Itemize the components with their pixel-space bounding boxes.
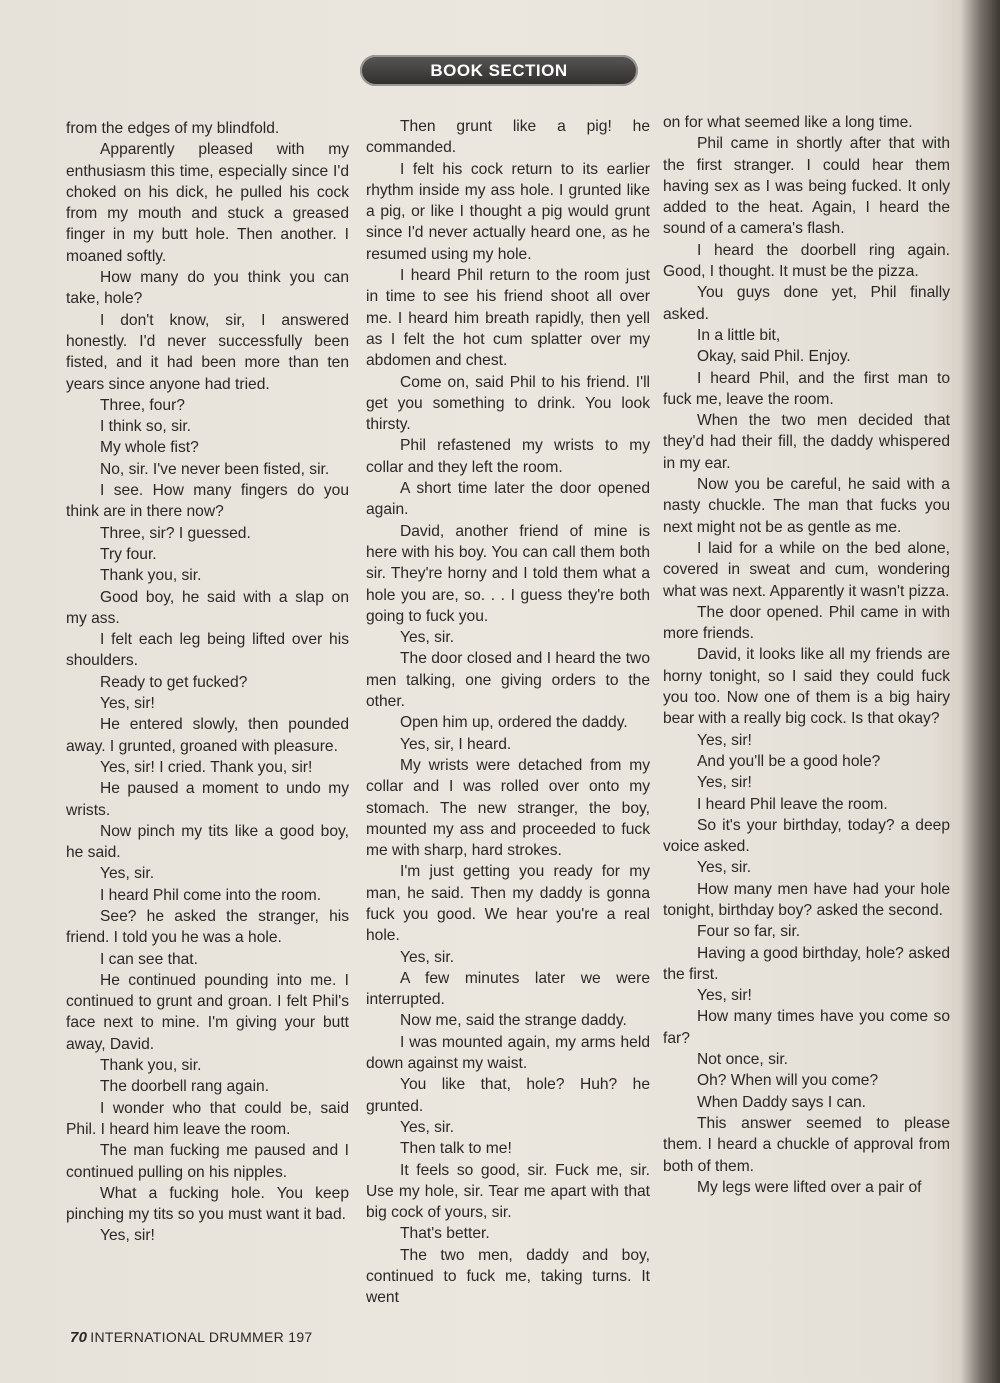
paragraph: Four so far, sir.: [697, 923, 801, 941]
paragraph: Come on, said Phil to his friend. I'll get you something to drink. You look thirsty.: [366, 373, 650, 434]
paragraph: Then talk to me!: [400, 1140, 512, 1158]
paragraph: David, it looks like all my friends are horny tonight, so I said they could fuck you too. Now one of them is a big hairy bear with a really big cock. Is that okay?: [663, 646, 950, 728]
paragraph: I felt his cock return to its earlier rhythm inside my ass hole. I grunted like a pig, or like I thought a pig would grunt since I'd never actually heard one, as he resumed using my hole.: [366, 160, 650, 263]
paragraph: That's better.: [400, 1225, 490, 1243]
paragraph: I heard Phil leave the room.: [697, 795, 888, 813]
paragraph: I heard the doorbell ring again. Good, I thought. It must be the pizza.: [663, 241, 950, 281]
paragraph: Apparently pleased with my enthusiasm this time, especially since I'd choked on his dick, he pulled his cock from my mouth and stuck a greased finger in my butt hole. Then another. I moaned softly.: [66, 141, 349, 265]
paragraph: My legs were lifted over a pair of: [697, 1178, 922, 1196]
paragraph: When the two men decided that they'd had their fill, the daddy whispered in my ear.: [663, 412, 950, 472]
paragraph: Oh? When will you come?: [697, 1072, 879, 1090]
paragraph: How many men have had your hole tonight, birthday boy? asked the second.: [663, 880, 950, 919]
paragraph: Yes, sir!: [697, 731, 752, 749]
paragraph: Thank you, sir.: [100, 567, 202, 585]
paragraph: Now me, said the strange daddy.: [400, 1012, 627, 1030]
paragraph: Yes, sir.: [400, 1118, 455, 1136]
paragraph: Open him up, ordered the daddy.: [400, 714, 628, 732]
paragraph: I see. How many fingers do you think are in there now?: [66, 482, 349, 521]
paragraph: Yes, sir, I heard.: [400, 735, 512, 753]
paragraph: I'm just getting you ready for my man, he said. Then my daddy is gonna fuck you good. We hear you're a real hole.: [366, 863, 650, 945]
paragraph: Yes, sir!: [697, 987, 752, 1005]
paragraph: I think so, sir.: [100, 418, 191, 436]
paragraph: My wrists were detached from my collar and I was rolled over onto my stomach. The new stranger, the boy, mounted my ass and proceeded to fuck me with sharp, hard strokes.: [366, 756, 650, 860]
paragraph: Try four.: [100, 545, 157, 563]
paragraph: See? he asked the stranger, his friend. I told you he was a hole.: [66, 907, 349, 947]
paragraph: Yes, sir.: [100, 865, 155, 883]
paragraph: He continued pounding into me. I continued to grunt and groan. I felt Phil's face next to mine. I'm giving your butt away, David.: [66, 971, 349, 1053]
paragraph: Yes, sir!: [100, 1227, 155, 1245]
paragraph: You guys done yet, Phil finally asked.: [663, 284, 950, 323]
paragraph: I wonder who that could be, said Phil. I heard him leave the room.: [66, 1099, 349, 1138]
paragraph: He entered slowly, then pounded away. I grunted, groaned with pleasure.: [66, 716, 349, 755]
paragraph: He paused a moment to undo my wrists.: [66, 780, 349, 819]
paragraph: I was mounted again, my arms held down against my waist.: [366, 1033, 650, 1073]
paragraph: The door closed and I heard the two men talking, one giving orders to the other.: [366, 650, 650, 711]
paragraph: I heard Phil, and the first man to fuck me, leave the room.: [663, 369, 950, 408]
paragraph: I don't know, sir, I answered honestly. I'd never successfully been fisted, and it had been more than ten years since anyone had tried.: [66, 311, 349, 393]
paragraph: Three, sir? I guessed.: [100, 524, 251, 542]
page-number: 70: [70, 1329, 88, 1346]
paragraph: The two men, daddy and boy, continued to fuck me, taking turns. It went: [366, 1246, 650, 1307]
paragraph: I heard Phil come into the room.: [100, 886, 322, 904]
paragraph: Yes, sir.: [400, 629, 455, 647]
paragraph: Phil came in shortly after that with the first stranger. I could hear them having sex as I was being fucked. It only added to the heat. Again, I heard the sound of a camera's flash.: [663, 135, 950, 238]
paragraph: on for what seemed like a long time.: [663, 114, 913, 131]
paragraph: No, sir. I've never been fisted, sir.: [100, 460, 330, 478]
paragraph: How many times have you come so far?: [663, 1008, 950, 1047]
paragraph: I felt each leg being lifted over his shoulders.: [66, 631, 349, 670]
paragraph: David, another friend of mine is here with his boy. You can call them both sir. They're horny and I told them what a hole you are, so. . . I guess they're both going to fuck you.: [366, 522, 650, 625]
paragraph: Yes, sir!: [697, 774, 752, 792]
paragraph: When Daddy says I can.: [697, 1093, 867, 1111]
paragraph: I heard Phil return to the room just in time to see his friend shoot all over me. I heard him breath rapidly, then yell as I felt the hot cum splatter over my abdomen and chest.: [366, 267, 650, 370]
paragraph: Yes, sir! I cried. Thank you, sir!: [100, 758, 313, 776]
paragraph: Having a good birthday, hole? asked the first.: [663, 944, 950, 983]
publication-name: INTERNATIONAL DRUMMER 197: [90, 1329, 313, 1345]
paragraph: Then grunt like a pig! he commanded.: [366, 118, 650, 157]
paragraph: It feels so good, sir. Fuck me, sir. Use my hole, sir. Tear me apart with that big cock of yours, sir.: [366, 1161, 650, 1222]
paragraph: In a little bit,: [697, 326, 781, 344]
paragraph: The doorbell rang again.: [100, 1078, 270, 1096]
paragraph: I can see that.: [100, 950, 198, 968]
paragraph: Phil refastened my wrists to my collar and they left the room.: [366, 437, 650, 476]
page-footer: [70, 1329, 313, 1346]
text-column-2: [366, 116, 650, 1309]
paragraph: Yes, sir.: [697, 859, 752, 877]
section-header-banner: [360, 55, 638, 86]
paragraph: Okay, said Phil. Enjoy.: [697, 348, 851, 366]
paragraph: A few minutes later we were interrupted.: [366, 969, 650, 1009]
paragraph: The man fucking me paused and I continued pulling on his nipples.: [66, 1142, 349, 1181]
paragraph: My whole fist?: [100, 439, 199, 457]
paragraph: What a fucking hole. You keep pinching my tits so you must want it bad.: [66, 1184, 349, 1224]
paragraph: Yes, sir!: [100, 695, 155, 713]
paragraph: Three, four?: [100, 396, 185, 414]
paragraph: Ready to get fucked?: [100, 673, 248, 691]
paragraph: Now pinch my tits like a good boy, he said.: [66, 822, 349, 862]
paragraph: Not once, sir.: [697, 1051, 789, 1069]
paragraph: The door opened. Phil came in with more friends.: [663, 603, 950, 643]
text-column-3: [663, 112, 950, 1198]
paragraph: So it's your birthday, today? a deep voice asked.: [663, 816, 950, 856]
paragraph: A short time later the door opened again.: [366, 480, 650, 519]
text-column-1: [66, 118, 349, 1247]
paragraph: Thank you, sir.: [100, 1057, 202, 1075]
paragraph: And you'll be a good hole?: [697, 752, 881, 770]
paragraph: Now you be careful, he said with a nasty chuckle. The man that fucks you next might not be as gentle as me.: [663, 476, 950, 536]
paragraph: This answer seemed to please them. I heard a chuckle of approval from both of them.: [663, 1114, 950, 1175]
section-header-label: BOOK SECTION: [430, 60, 568, 80]
paragraph: You like that, hole? Huh? he grunted.: [366, 1076, 650, 1115]
paragraph: from the edges of my blindfold.: [66, 120, 280, 137]
paragraph: Yes, sir.: [400, 948, 455, 966]
paragraph: I laid for a while on the bed alone, covered in sweat and cum, wondering what was next. Apparently it wasn't pizza.: [663, 539, 950, 600]
paragraph: Good boy, he said with a slap on my ass.: [66, 588, 349, 627]
paragraph: How many do you think you can take, hole?: [66, 269, 349, 308]
